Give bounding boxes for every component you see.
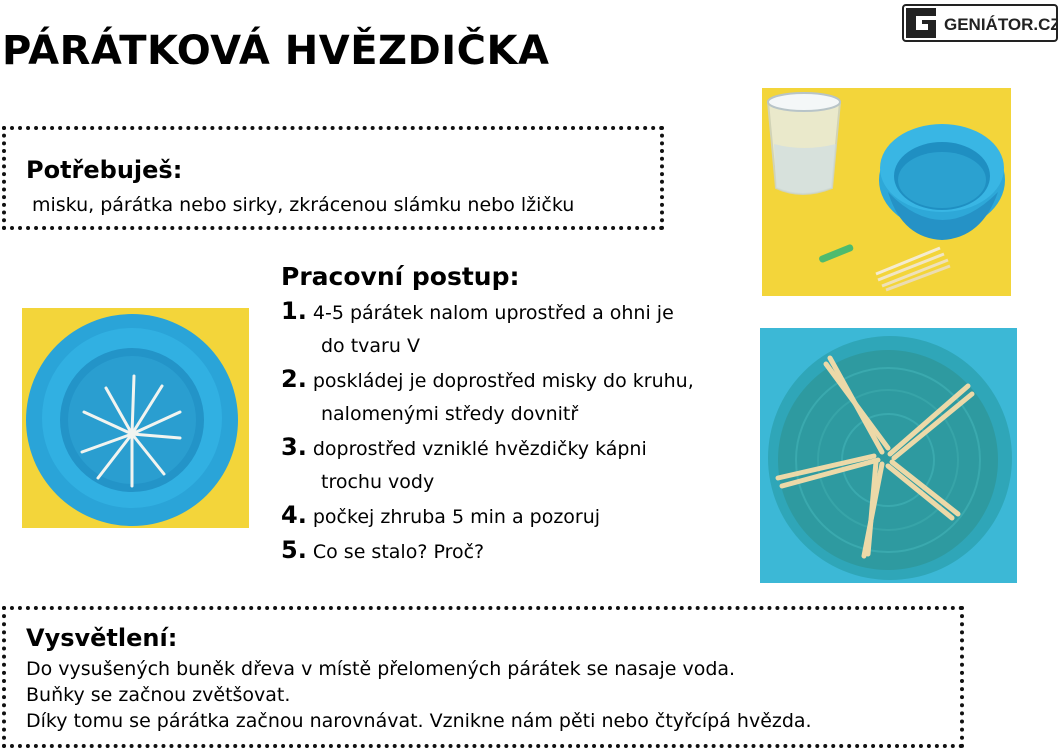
photo-bowl-top-view <box>22 308 249 528</box>
step-text: poskládej je doprostřed misky do kruhu, <box>312 370 694 392</box>
explanation-line: Do vysušených buněk dřeva v místě přelomených párátek se nasaje voda. <box>26 658 736 680</box>
step-text: 4-5 párátek nalom uprostřed a ohni je <box>312 302 674 324</box>
materials-box <box>2 126 664 230</box>
explanation-box <box>2 606 964 748</box>
step-text: doprostřed vzniklé hvězdičky kápni <box>312 438 647 460</box>
procedure-heading: Pracovní postup: <box>281 262 520 291</box>
step-text-continued: do tvaru V <box>321 335 420 357</box>
photo-materials <box>762 88 1011 296</box>
procedure-section <box>281 262 751 569</box>
step-number: 2. <box>281 365 307 393</box>
step-1 <box>281 295 751 363</box>
logo-text: GENIÁTOR.CZ <box>944 15 1058 34</box>
explanation-line: Buňky se začnou zvětšovat. <box>26 684 291 706</box>
explanation-heading: Vysvětlení: <box>26 624 178 652</box>
step-number: 1. <box>281 297 307 325</box>
step-text: Co se stalo? Proč? <box>312 541 485 563</box>
step-number: 3. <box>281 433 307 461</box>
step-5 <box>281 534 751 569</box>
materials-heading: Potřebuješ: <box>26 156 183 184</box>
step-number: 4. <box>281 501 307 529</box>
materials-text: misku, párátka nebo sirky, zkrácenou slámku nebo lžičku <box>32 194 575 216</box>
step-2 <box>281 363 751 431</box>
step-text: počkej zhruba 5 min a pozoruj <box>312 506 601 528</box>
photo-star-result <box>760 328 1017 583</box>
step-3 <box>281 431 751 499</box>
logo <box>902 4 1058 42</box>
explanation-line: Díky tomu se párátka začnou narovnávat. Vznikne nám pěti nebo čtyřcípá hvězda. <box>26 710 812 732</box>
step-text-continued: trochu vody <box>321 471 435 493</box>
step-text-continued: nalomenými středy dovnitř <box>321 403 579 425</box>
step-number: 5. <box>281 536 307 564</box>
page-title: PÁRÁTKOVÁ HVĚZDIČKA <box>2 28 550 74</box>
step-4 <box>281 499 751 534</box>
